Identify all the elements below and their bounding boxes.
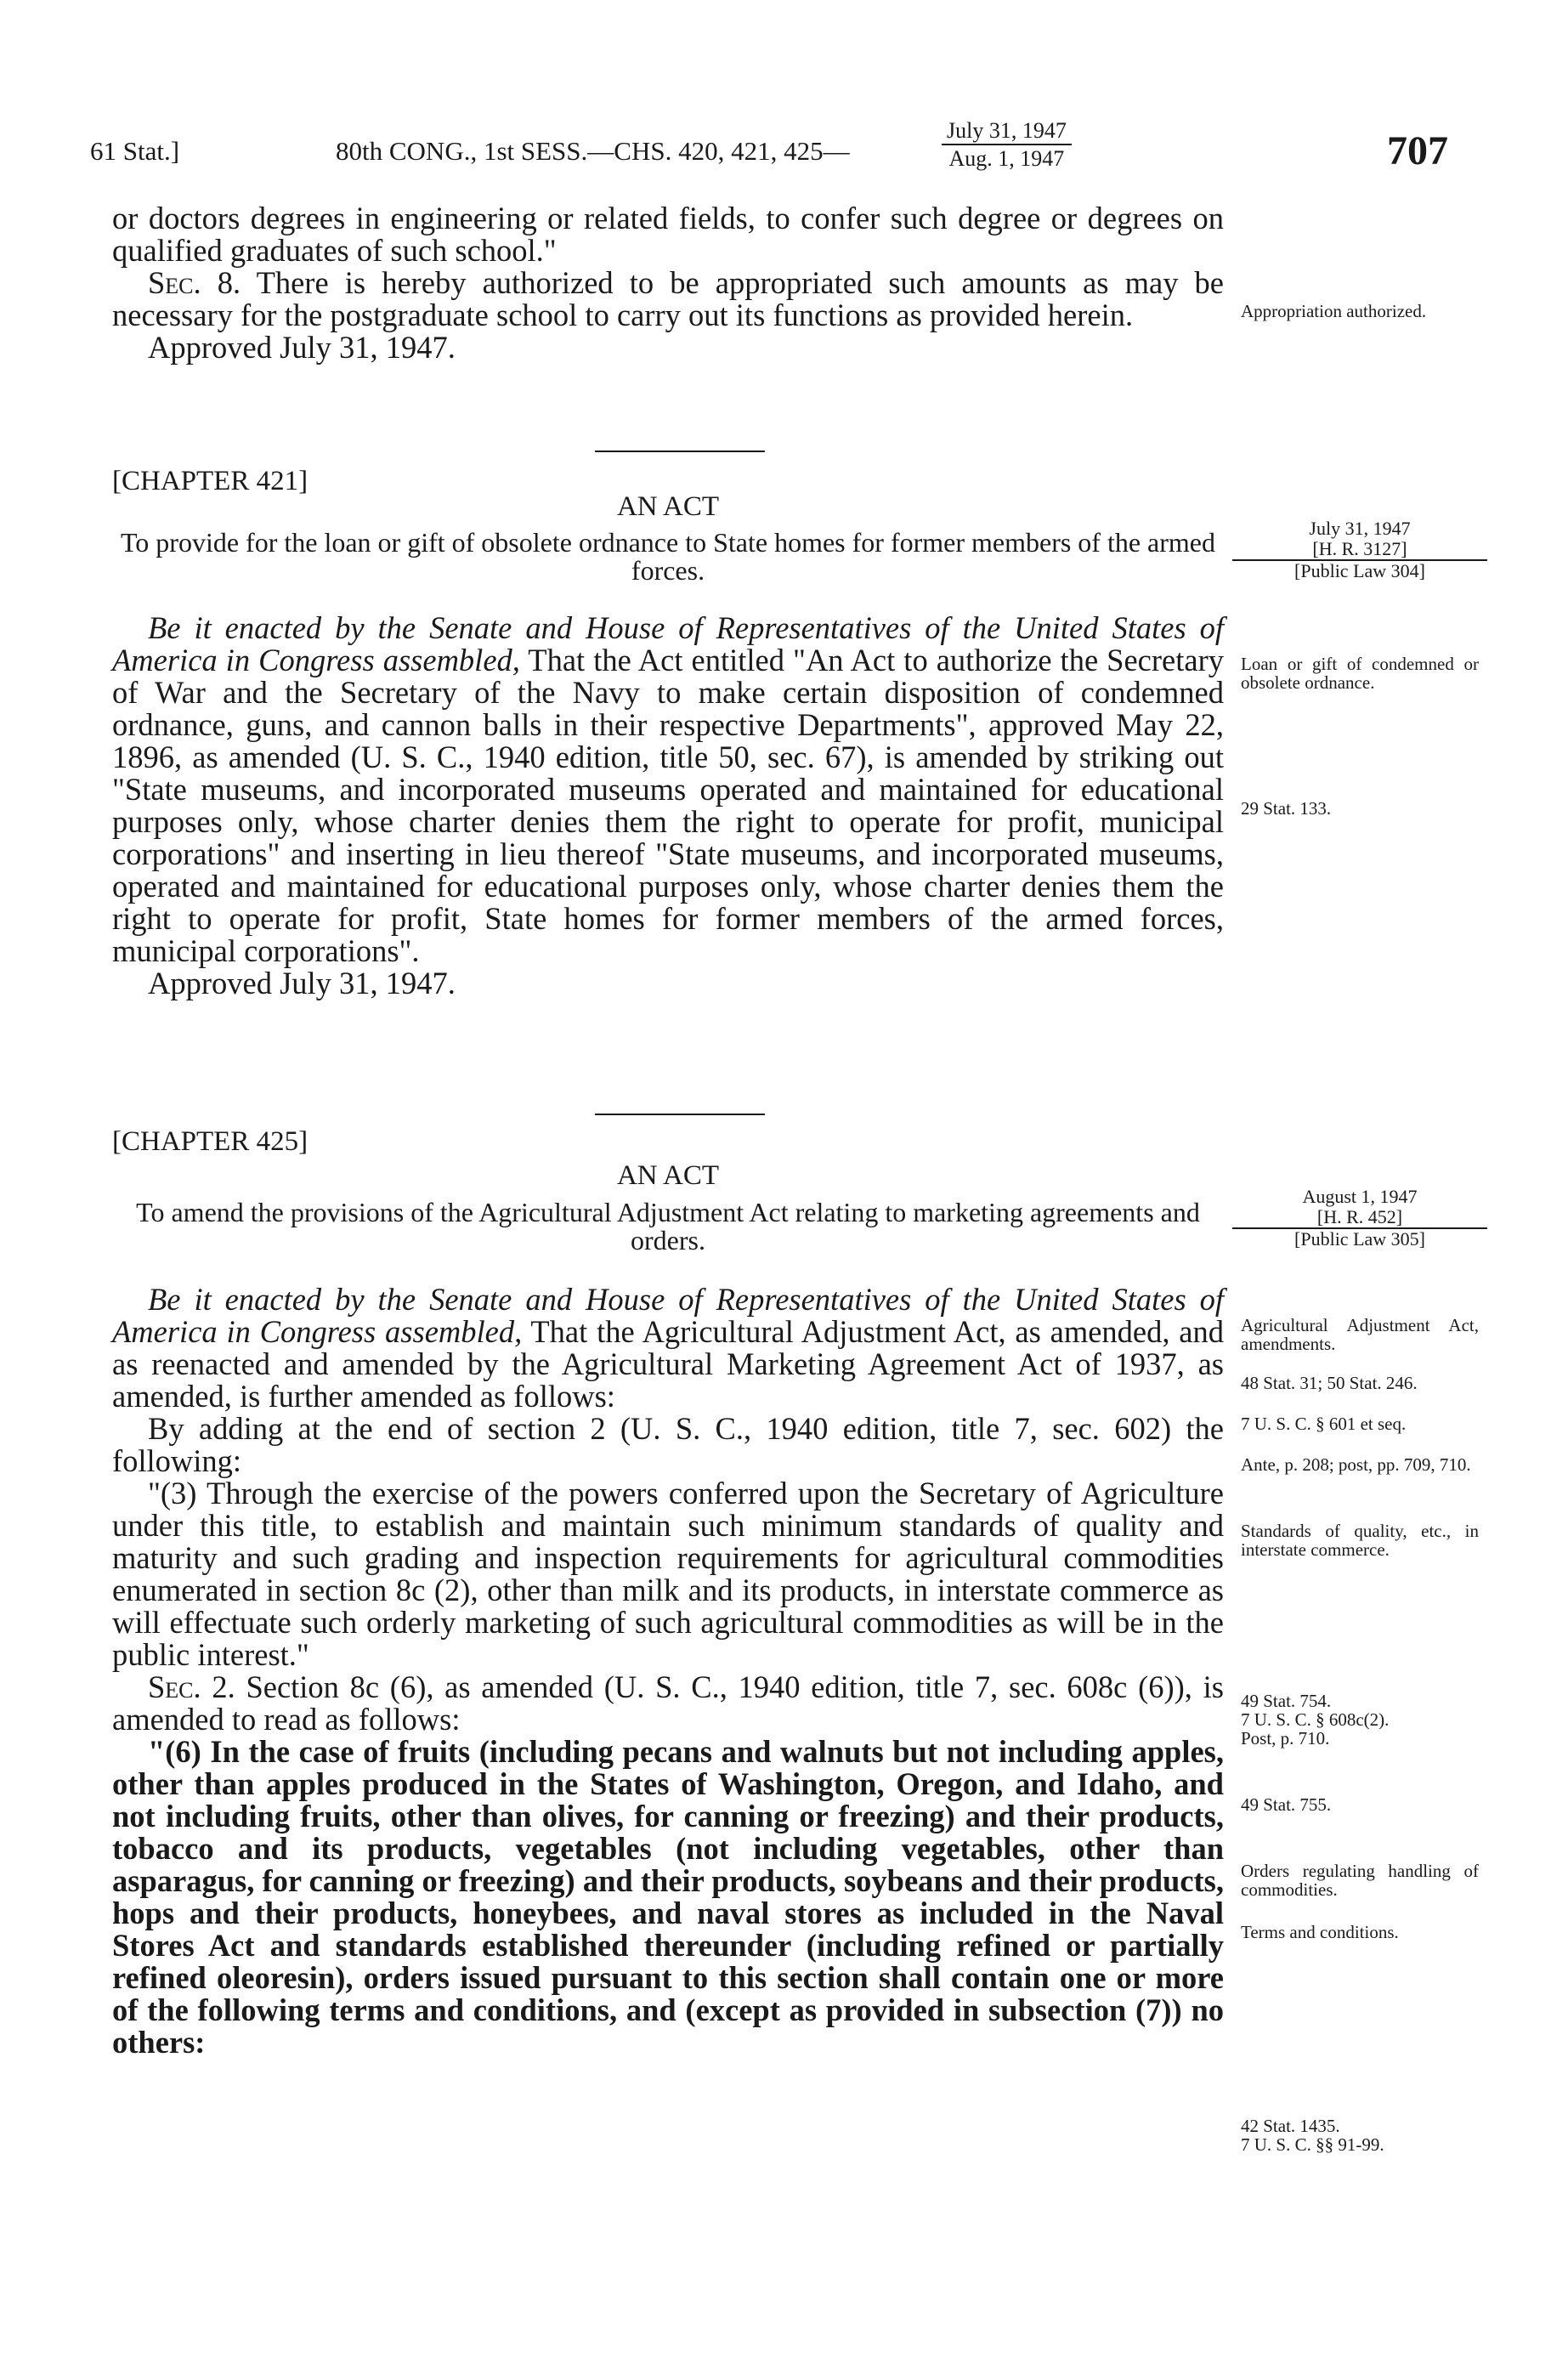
sec2-text: Section 8c (6), as amended (U. S. C., 1940 edition, title 7, sec. 608c (6)), is amended to read as follows: <box>112 1669 1224 1737</box>
margin-note-48-stat: 48 Stat. 31; 50 Stat. 246. <box>1241 1373 1418 1393</box>
chapter-421-enacting-clause: Be it enacted by the Senate and House of Representatives of the United States of America in Congress assembled, <box>112 610 1224 677</box>
sec2-label: Sec. 2. <box>148 1669 235 1704</box>
margin-ch425-bill-info <box>1232 1187 1487 1250</box>
margin-ch421-bill-info <box>1232 519 1487 581</box>
chapter-425-sec2-paragraph <box>112 1671 1224 1736</box>
running-head-date-top: July 31, 1947 <box>942 117 1072 145</box>
running-head-dates <box>942 117 1072 172</box>
margin-note-ante: Ante, p. 208; post, pp. 709, 710. <box>1241 1454 1471 1475</box>
margin-note-loan: Loan or gift of condemned or obsolete ordnance. <box>1241 654 1479 693</box>
chapter-425-enacting-paragraph <box>112 1284 1224 1413</box>
margin-ch425-bill: [H. R. 452] <box>1232 1207 1487 1229</box>
chapter-425-enacting-clause: Be it enacted by the Senate and House of Representatives of the United States of America in Congress assembled, <box>112 1282 1224 1349</box>
chapter-425-heading: [CHAPTER 425] <box>112 1126 309 1157</box>
running-head-date-bottom: Aug. 1, 1947 <box>948 146 1065 171</box>
running-head-session: 80th CONG., 1st SESS.—CHS. 420, 421, 425— <box>336 136 850 166</box>
chapter-425-enacting-text: That the Agricultural Adjustment Act, as amended, and as reenacted and amended by the Agricultural Marketing Agreement Act of 1937, as amended, is further amended as follows: <box>112 1314 1224 1414</box>
chapter-421-text: That the Act entitled "An Act to authorize the Secretary of War and the Secretary of the Navy to make certain disposition of condemned ordnance, guns, and cannon balls in their respective Departments", approved May 22, 1896, as amended (U. S. C., 1940 edition, title 50, sec. 67), is amended by striking out "State museums, and incorporated museums operated and maintained for educational purposes only, whose charter denies them the right to operate for profit, municipal corporations" and inserting in lieu thereof "State museums, and incorporated museums, operated and maintained for educational purposes only, whose charter denies them the right to operate for profit, State homes for former members of the armed forces, municipal corporations". <box>112 643 1224 968</box>
chapter-421-approved: Approved July 31, 1947. <box>148 966 456 1000</box>
margin-note-appropriation: Appropriation authorized. <box>1241 301 1427 321</box>
chapter-421-body <box>112 612 1224 1000</box>
margin-note-29-stat: 29 Stat. 133. <box>1241 798 1332 819</box>
chapter-421-act-title: AN ACT <box>616 491 720 522</box>
chapter-425-body <box>112 1284 1224 2059</box>
margin-note-aaa: Agricultural Adjustment Act, amendments. <box>1241 1315 1479 1354</box>
margin-note-terms: Terms and conditions. <box>1241 1922 1399 1942</box>
chapter-425-rule <box>595 1114 765 1115</box>
chapter-425-subsection-3: "(3) Through the exercise of the powers conferred upon the Secretary of Agriculture under this title, to establish and maintain such minimum standards of quality and maturity and such grading and inspection requirements for agricultural commodities enumerated in section 8c (2), other than milk and its products, in interstate commerce as will effectuate such orderly marketing of such agricultural commodities as will be in the public interest." <box>112 1476 1224 1672</box>
chapter-425-purpose: To amend the provisions of the Agricultural Adjustment Act relating to marketing agreements and orders. <box>136 1197 1200 1255</box>
margin-ch421-bill: [H. R. 3127] <box>1232 539 1487 561</box>
margin-note-orders: Orders regulating handling of commodities. <box>1241 1861 1479 1900</box>
margin-note-42-stat: 42 Stat. 1435. 7 U. S. C. §§ 91-99. <box>1241 2116 1384 2155</box>
sec8-label: Sec. 8. <box>148 265 241 300</box>
margin-ch421-date: July 31, 1947 <box>1309 518 1411 539</box>
sec8-text: There is hereby authorized to be appropriated such amounts as may be necessary for the postgraduate school to carry out its functions as provided herein. <box>112 265 1224 332</box>
running-head-volume: 61 Stat.] <box>90 136 180 166</box>
intro-section <box>112 202 1224 364</box>
margin-note-standards: Standards of quality, etc., in interstate commerce. <box>1241 1521 1479 1560</box>
chapter-421-purpose: To provide for the loan or gift of obsolete ordnance to State homes for former members of the armed forces. <box>120 527 1215 586</box>
chapter-425-adding-paragraph: By adding at the end of section 2 (U. S. C., 1940 edition, title 7, sec. 602) the following: <box>112 1411 1224 1478</box>
chapter-425-act-title: AN ACT <box>616 1160 720 1191</box>
page-number: 707 <box>1387 128 1448 173</box>
sec8-paragraph <box>112 267 1224 332</box>
intro-approved: Approved July 31, 1947. <box>148 330 456 365</box>
margin-note-49-stat-754: 49 Stat. 754. 7 U. S. C. § 608c(2). Post, p. 710. <box>1241 1691 1390 1748</box>
margin-ch425-public-law: [Public Law 305] <box>1294 1228 1425 1250</box>
chapter-421-enacting-paragraph <box>112 612 1224 967</box>
margin-note-49-stat-755: 49 Stat. 755. <box>1241 1794 1332 1815</box>
margin-note-7-usc-601: 7 U. S. C. § 601 et seq. <box>1241 1414 1407 1434</box>
chapter-425-subsection-6: "(6) In the case of fruits (including pecans and walnuts but not including apples, other than apples produced in the States of Washington, Oregon, and Idaho, and not including fruits, other than olives, for canning or freezing) and their products, tobacco and its products, vegetables (not including vegetables, other than asparagus, for canning or freezing) and their products, soybeans and their products, hops and their products, honeybees, and naval stores as included in the Naval Stores Act and standards established thereunder (including refined or partially refined oleoresin), orders issued pursuant to this section shall contain one or more of the following terms and conditions, and (except as provided in subsection (7)) no others: <box>112 1734 1224 2060</box>
intro-paragraph: or doctors degrees in engineering or related fields, to confer such degree or degrees on qualified graduates of such school." <box>112 201 1224 268</box>
chapter-421-heading: [CHAPTER 421] <box>112 466 309 496</box>
margin-ch425-date: August 1, 1947 <box>1302 1186 1418 1207</box>
chapter-421-rule <box>595 451 765 452</box>
margin-ch421-public-law: [Public Law 304] <box>1294 560 1425 581</box>
